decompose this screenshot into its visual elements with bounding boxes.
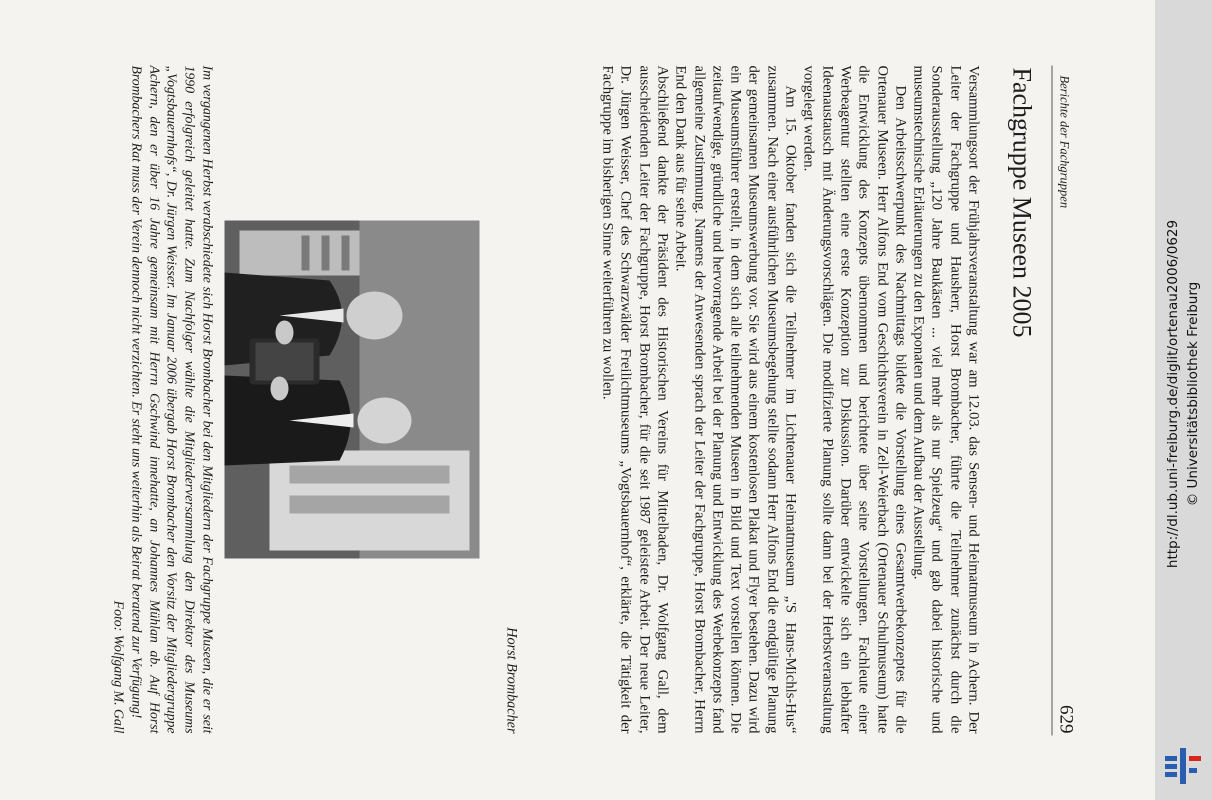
photo: [225, 221, 480, 559]
source-url-link[interactable]: http://dl.ub.uni-freiburg.de/diglit/ortenau2006/0629: [1165, 219, 1181, 569]
author-signature: Horst Brombacher: [503, 627, 520, 734]
library-side-strip: [1155, 0, 1212, 800]
running-head: Berichte der Fachgruppen: [1057, 75, 1072, 209]
article-body: [598, 66, 982, 734]
photo-credit: Foto: Wolfgang M. Gall: [111, 600, 127, 734]
paragraph: Den Arbeitsschwerpunkt des Nachmittags bildete die Vorstellung eines Gesamtwerbekonzeptes für die Ortenauer Museen. Herr Alfons End vom Geschichtsverein in Zell-Weierbach (Ortenauer Schulmuseum) hatte die Entwicklung des Konzepts übernommen und berichtete über seine Vorstellungen. Fachleute einer Werbeagentur stellten eine erste Konzeption zur Diskussion. Darüber entwickelte sich ein lebhafter Ideenaustausch mit Änderungsvorschlägen. Die modifizierte Planung sollte dann bei der Herbstveranstaltung vorgelegt werden.: [800, 65, 909, 734]
page-header: [1052, 66, 1083, 736]
page-number: 629: [1055, 705, 1077, 734]
paragraph: Versammlungsort der Frühjahrsveranstaltung war am 12.03. das Sensen- und Heimatmuseum in Achern. Der Leiter der Fachgruppe und Hausherr, Horst Brombacher, führte die Teilnehmer zunächst durch die Sonderausstellung „120 Jahre Baukästen ... viel mehr als nur Spielzeug“ und gab dabei historische und museumstechnische Erläuterungen zu den Exponaten und dem Aufbau der Ausstellung.: [910, 65, 982, 734]
library-logo-icon: [1163, 746, 1203, 786]
side-strip-text: [1163, 4, 1203, 784]
photo-image: [225, 221, 480, 559]
rotated-page: [0, 16, 1155, 786]
caption-text: Im vergangenen Herbst verabschiedete sich Horst Brombacher bei den Mitgliedern der Fachgruppe Museen, die er seit 1990 erfolgreich geleitet hatte. Zum Nachfolger wählte die Mitgliederversammlung den Direktor des Museums „Vogtsbauernhofs“, Dr. Jürgen Weisser. Im Januar 2006 übergab Horst Brombacher den Vorsitz der Mitgliedergruppe Achern, den er über 16 Jahre gemeinsam mit Herrn Gschwind innehatte, an Johannes Mühlan ab. Auf Horst Brombachers Rat muss der Verein dennoch nicht verzichten. Er steht uns weiterhin als Beirat beratend zur Verfügung!: [129, 65, 216, 734]
photo-caption: [110, 66, 217, 734]
copyright-notice: © Universitätsbibliothek Freiburg: [1185, 281, 1201, 507]
article-title: Fachgruppe Museen 2005: [1007, 67, 1037, 338]
paragraph: Abschließend dankte der Präsident des Historischen Vereins für Mittelbaden, Dr. Wolfgang Gall, dem ausscheidenden Leiter der Fachgruppe, Horst Brombacher, für die seit 1987 geleistete Arbeit. Der neue Leiter, Dr. Jürgen Weisser, Chef des Schwarzwälder Freilichtmuseums „Vogtsbauernhof“, erklärte, die Tätigkeit der Fachgruppe im bisherigen Sinne weiterführen zu wollen.: [599, 65, 671, 734]
paragraph: Am 15. Oktober fanden sich die Teilnehmer im Lichtenauer Heimatmuseum „'S Hans-Michls-Hus“ zusammen. Nach einer ausführlichen Museumsbegehung stellte sodann Herr Alfons End die endgültige Planung der gemeinsamen Museumswerbung vor. Sie wird aus einem kostenlosen Plakat und Flyer bestehen. Dazu wird ein Museumsführer erstellt, in dem sich alle teilnehmenden Museen in Bild und Text vorstellen können. Die zeitaufwendige, gründliche und hervorragende Arbeit bei der Planung und Entwicklung des Werbekonzepts fand allgemeine Zustimmung. Namens der Anwesenden sprach der Leiter der Fachgruppe, Horst Brombacher, Herrn End den Dank aus für seine Arbeit.: [672, 65, 799, 734]
